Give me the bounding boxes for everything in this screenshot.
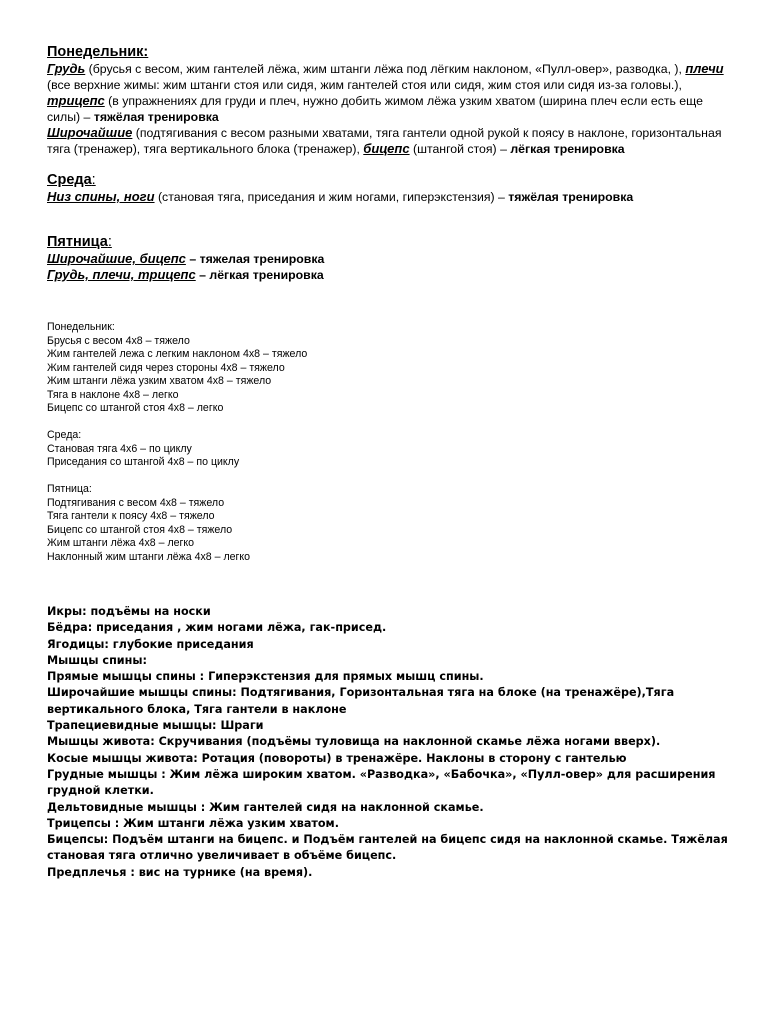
muscle-row [47,832,737,865]
program-line: Становая тяга 4х6 – по циклу [47,442,192,455]
muscle-row [47,653,737,669]
load-label: тяжёлая тренировка [508,190,634,204]
muscle-label: Грудные мышцы : [47,767,166,781]
program-line: Приседания со штангой 4х8 – по циклу [47,456,240,468]
muscle-triceps: трицепс [47,93,105,108]
load-label: лёгкая тренировка [510,142,625,156]
muscle-label: Икры: [47,605,87,618]
muscle-exercises: Скручивания (подъёмы туловища на наклонной скамье лёжа ногами вверх). [154,735,661,749]
muscle-shoulders: плечи [685,61,724,76]
muscle-row [47,669,737,685]
muscle-row [47,800,737,816]
program-line: Жим гантелей лежа с легким наклоном 4х8 – тяжело [47,348,308,360]
muscle-row [47,865,737,881]
muscle-label: Дельтовидные мышцы : [47,800,206,814]
muscle-row [47,604,737,620]
muscle-label: Предплечья : [47,865,135,879]
muscle-exercises: Подъём штанги на бицепс. и Подъём гантелей на бицепс сидя на наклонной скамье. Тяжёлая становая тяга отлично увеличивает в объёме бицепс. [47,833,728,863]
muscle-row [47,685,737,718]
wednesday-heading: Среда: [47,172,96,188]
muscle-label: Ягодицы: [47,637,109,651]
program-wednesday [47,429,737,470]
muscle-label: Широчайшие мышцы спины: [47,686,237,700]
muscle-lower-back-legs: Низ спины, ноги [47,189,155,204]
muscle-label: Мышцы живота: [47,735,155,749]
muscle-biceps: бицепс [363,141,410,156]
program-line: Тяга гантели к поясу 4х8 – тяжело [47,510,215,522]
muscle-label: Бицепсы: [47,833,109,847]
muscle-row [47,637,737,653]
monday-paragraph-2: Широчайшие (подтягивания с весом разными хватами, тяга гантели одной рукой к поясу в наклоне, горизонтальная тяга (тренажер), тяга вертикального блока (тренажер), бицепс (штангой стоя) – лёгкая тренировка [47,125,722,156]
muscle-chest: Грудь [47,61,86,76]
program-line: Бицепс со штангой стоя 4х8 – тяжело [47,523,233,536]
muscle-exercise-list [47,604,737,881]
muscle-label: Трапециевидные мышцы: [47,719,217,733]
program-monday [47,321,737,416]
program-line: Жим штанги лёжа 4х8 – легко [47,537,195,549]
muscle-row [47,816,737,832]
muscle-exercises: Шраги [216,719,264,733]
load-label: тяжёлая тренировка [93,110,219,124]
program-monday-heading: Понедельник: [47,321,115,333]
muscle-row [47,734,737,750]
program-friday [47,483,737,564]
muscle-label: Мышцы спины: [47,653,147,667]
program-line: Наклонный жим штанги лёжа 4х8 – легко [47,550,251,563]
muscle-row [47,767,737,800]
muscle-exercises: приседания , жим ногами лёжа, гак-присед. [92,621,387,635]
monday-paragraph: Грудь (брусья с весом, жим гантелей лёжа, жим штанги лёжа под лёгким наклоном, «Пулл-овер», разводка, ), плечи (все верхние жимы: жим штанги стоя или сидя, жим гантелей стоя или сидя, жим стоя или сидя из-за головы.), трицепс (в упражнениях для груди и плеч, нужно добить жимом лёжа узким хватом (ширина плеч если есть еще силы) – тяжёлая тренировка [47,61,724,124]
program-line: Жим штанги лёжа узким хватом 4х8 – тяжело [47,375,272,387]
muscle-row [47,620,737,636]
muscle-exercises: Ротация (повороты) в тренажёре. Наклоны в сторону с гантелью [197,751,627,765]
muscle-exercises: Гиперэкстензия для прямых мышц спины. [204,670,484,684]
program-list [47,321,737,564]
program-line: Подтягивания с весом 4х8 – тяжело [47,496,225,509]
friday-heading: Пятница: [47,234,112,250]
friday-line-1: Широчайшие, бицепс – тяжелая тренировка [47,251,325,266]
program-wednesday-heading: Среда: [47,429,82,441]
muscle-label: Прямые мышцы спины : [47,670,205,684]
muscle-label: Косые мышцы живота: [47,751,198,765]
wednesday-paragraph: Низ спины, ноги (становая тяга, приседания и жим ногами, гиперэкстензия) – тяжёлая тренировка [47,189,634,204]
document-page [47,43,737,881]
muscle-label: Бёдра: [47,621,93,635]
muscle-exercises: Жим штанги лёжа узким хватом. [119,816,339,830]
muscle-exercises: глубокие приседания [108,637,254,651]
friday-line-2: Грудь, плечи, трицепс – лёгкая тренировка [47,267,324,282]
muscle-row [47,718,737,734]
monday-heading: Понедельник: [47,44,149,60]
program-friday-heading: Пятница: [47,483,92,495]
muscle-label: Трицепсы : [47,816,120,830]
weekly-split [47,43,737,283]
program-line: Жим гантелей сидя через стороны 4х8 – тяжело [47,361,285,374]
program-line: Тяга в наклоне 4х8 – легко [47,388,179,401]
program-line: Бицепс со штангой стоя 4х8 – легко [47,402,224,414]
muscle-exercises: Жим лёжа широким хватом. «Разводка», «Бабочка», «Пулл-овер» для расширения грудной клетки. [47,767,716,798]
muscle-exercises: Жим гантелей сидя на наклонной скамье. [205,800,484,814]
muscle-exercises: Подтягивания, Горизонтальная тяга на блоке (на тренажёре),Тяга вертикального блока, Тяга гантели в наклоне [47,686,675,716]
program-line: Брусья с весом 4х8 – тяжело [47,334,190,347]
muscle-row [47,751,737,767]
muscle-lats: Широчайшие [47,125,133,140]
muscle-exercises: вис на турнике (на время). [134,865,313,879]
muscle-exercises: подъёмы на носки [86,605,211,618]
